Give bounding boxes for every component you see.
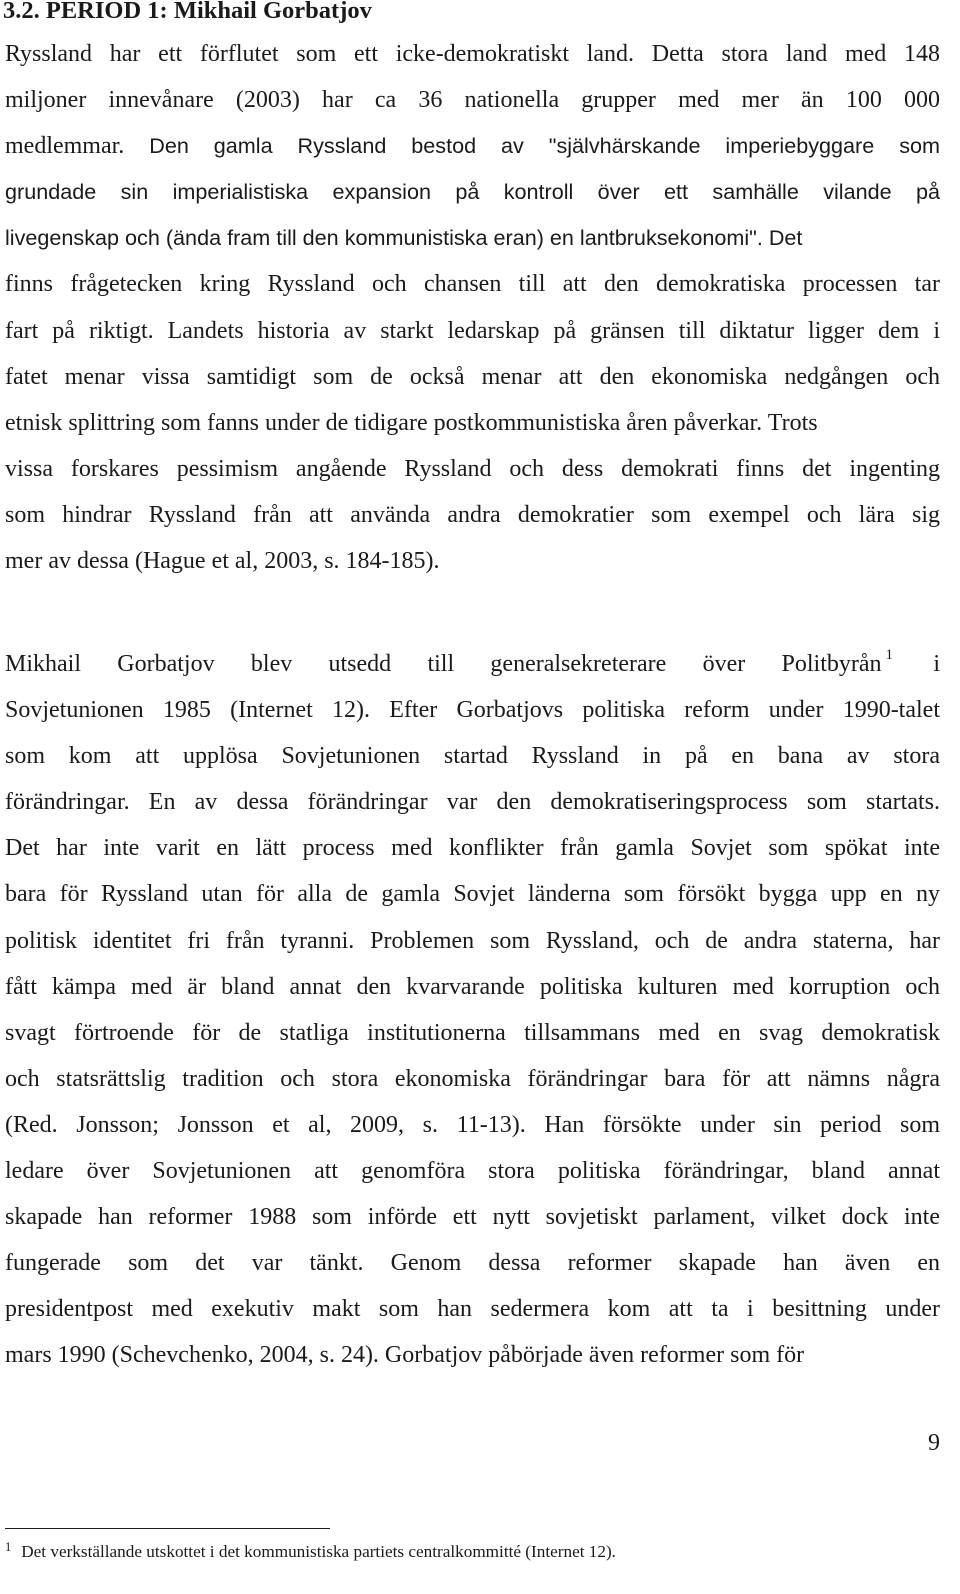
paragraph-russia-background [5,31,940,584]
text-line: fått kämpa med är bland annat den kvarvarande politiska kulturen med korruption och [5,973,940,1000]
text-line: som kom att upplösa Sovjetunionen startad Ryssland in på en bana av stora [5,743,940,770]
text-line: svagt förtroende för de statliga institutionerna tillsammans med en svag demokratisk [5,1019,940,1046]
paragraph-gorbatjov-reforms [5,641,940,1379]
text-line: och statsrättslig tradition och stora ekonomiska förändringar bara för att nämns några [5,1065,940,1092]
text-line: miljoner innevånare (2003) har ca 36 nationella grupper med mer än 100 000 [5,87,940,114]
footnote [5,1537,616,1567]
footnote-marker: 1 [5,1540,12,1554]
text-line: skapade han reformer 1988 som införde ett nytt sovjetiskt parlament, vilket dock inte [5,1204,940,1231]
text-line: Sovjetunionen 1985 (Internet 12). Efter Gorbatjovs politiska reform under 1990-talet [5,697,940,724]
footnote-text: Det verkställande utskottet i det kommunistiska partiets centralkommitté (Internet 12). [21,1542,616,1561]
section-heading: 3.2. PERIOD 1: Mikhail Gorbatjov [3,0,372,24]
text-line: etnisk splittring som fanns under de tidigare postkommunistiska åren påverkar. Trots [5,409,818,436]
text-line: Det har inte varit en lätt process med konflikter från gamla Sovjet som spökat inte [5,835,940,862]
text-line: (Red. Jonsson; Jonsson et al, 2009, s. 11-13). Han försökte under sin period som [5,1111,940,1138]
text-line: ledare över Sovjetunionen att genomföra stora politiska förändringar, bland annat [5,1158,940,1185]
text-line: medlemmar. Den gamla Ryssland bestod av "självhärskande imperiebyggare som [5,133,940,160]
text-line: fart på riktigt. Landets historia av starkt ledarskap på gränsen till diktatur ligger dem i [5,317,940,344]
text-line: fungerade som det var tänkt. Genom dessa reformer skapade han även en [5,1250,940,1277]
text-line: bara för Ryssland utan för alla de gamla Sovjet länderna som försökt bygga upp en ny [5,881,940,908]
text-line: Mikhail Gorbatjov blev utsedd till generalsekreterare över Politbyrån $^1$ i [5,647,940,677]
text-line: grundade sin imperialistiska expansion på kontroll över ett samhälle vilande på [5,179,940,205]
text-line: som hindrar Ryssland från att använda andra demokratier som exempel och lära sig [5,501,940,528]
text-line: fatet menar vissa samtidigt som de också menar att den ekonomiska nedgången och [5,363,940,390]
text-line: vissa forskares pessimism angående Ryssland och dess demokrati finns det ingenting [5,455,940,482]
page-number: 9 [928,1430,940,1456]
text-line: mars 1990 (Schevchenko, 2004, s. 24). Gorbatjov påbörjade även reformer som för [5,1342,805,1369]
text-line: mer av dessa (Hague et al, 2003, s. 184-185). [5,548,440,575]
text-line: Ryssland har ett förflutet som ett icke-demokratiskt land. Detta stora land med 148 [5,41,940,67]
footnote-reference[interactable]: 1 [885,647,894,663]
footnote-divider [5,1528,330,1529]
text-line: finns frågetecken kring Ryssland och chansen till att den demokratiska processen tar [5,271,940,298]
text-line: presidentpost med exekutiv makt som han sedermera kom att ta i besittning under [5,1296,940,1323]
text-line: politisk identitet fri från tyranni. Problemen som Ryssland, och de andra staterna, har [5,927,940,954]
text-line: förändringar. En av dessa förändringar var den demokratiseringsprocess som startats. [5,789,940,816]
text-line: livegenskap och (ända fram till den kommunistiska eran) en lantbruksekonomi". Det [5,225,803,251]
